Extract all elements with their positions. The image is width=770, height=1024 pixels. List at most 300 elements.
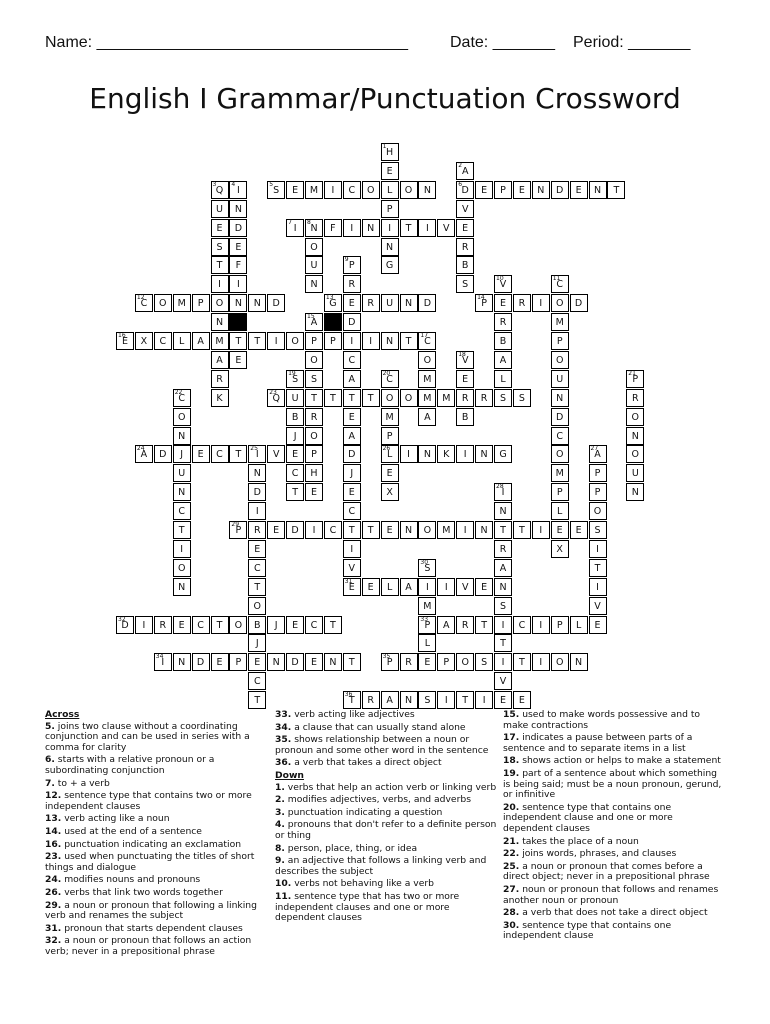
crossword-cell[interactable]: E xyxy=(192,445,210,463)
crossword-cell[interactable]: A xyxy=(418,408,436,426)
crossword-cell[interactable]: S 30 xyxy=(418,559,436,577)
crossword-cell[interactable]: L xyxy=(551,502,569,520)
crossword-cell[interactable]: O xyxy=(456,653,474,671)
crossword-cell[interactable]: Q 23 xyxy=(267,389,285,407)
crossword-cell[interactable]: F xyxy=(229,256,247,274)
crossword-cell[interactable]: E xyxy=(456,370,474,388)
crossword-cell[interactable]: I xyxy=(589,578,607,596)
crossword-cell[interactable]: G xyxy=(381,256,399,274)
crossword-cell[interactable]: O xyxy=(551,653,569,671)
crossword-cell[interactable]: S xyxy=(418,691,436,709)
crossword-cell[interactable]: D xyxy=(551,181,569,199)
crossword-cell[interactable]: T xyxy=(494,634,512,652)
crossword-cell[interactable]: M xyxy=(551,464,569,482)
crossword-cell[interactable]: C xyxy=(173,502,191,520)
crossword-cell[interactable]: E xyxy=(475,181,493,199)
crossword-cell[interactable]: I xyxy=(437,691,455,709)
crossword-cell[interactable]: E xyxy=(211,653,229,671)
crossword-cell[interactable]: C xyxy=(192,616,210,634)
crossword-cell[interactable]: T xyxy=(362,389,380,407)
crossword-cell[interactable]: T xyxy=(400,219,418,237)
crossword-cell[interactable]: N xyxy=(211,313,229,331)
crossword-cell[interactable]: O xyxy=(551,351,569,369)
crossword-cell[interactable]: C xyxy=(305,616,323,634)
crossword-cell[interactable]: A xyxy=(343,370,361,388)
crossword-cell[interactable]: C 20 xyxy=(381,370,399,388)
crossword-cell[interactable]: N xyxy=(324,653,342,671)
crossword-cell[interactable]: I xyxy=(343,219,361,237)
crossword-cell[interactable]: D xyxy=(267,294,285,312)
crossword-cell[interactable]: B xyxy=(494,332,512,350)
crossword-cell[interactable]: Q 3 xyxy=(211,181,229,199)
crossword-cell[interactable]: N xyxy=(173,483,191,501)
crossword-cell[interactable]: E xyxy=(494,691,512,709)
crossword-cell[interactable]: T 36 xyxy=(343,691,361,709)
crossword-cell[interactable]: U xyxy=(626,464,644,482)
crossword-cell[interactable]: O xyxy=(418,351,436,369)
crossword-cell[interactable]: U xyxy=(173,464,191,482)
crossword-cell[interactable]: T xyxy=(324,616,342,634)
crossword-cell[interactable]: I xyxy=(400,445,418,463)
crossword-cell[interactable]: O xyxy=(305,427,323,445)
crossword-cell[interactable]: U xyxy=(381,294,399,312)
crossword-cell[interactable]: R xyxy=(248,521,266,539)
crossword-cell[interactable]: T xyxy=(248,332,266,350)
crossword-cell[interactable]: T xyxy=(343,521,361,539)
crossword-cell[interactable]: E xyxy=(267,521,285,539)
crossword-cell[interactable]: N xyxy=(418,445,436,463)
crossword-cell[interactable]: C xyxy=(343,181,361,199)
crossword-cell[interactable]: S 5 xyxy=(267,181,285,199)
crossword-cell[interactable]: C xyxy=(513,616,531,634)
crossword-cell[interactable]: U xyxy=(286,389,304,407)
crossword-cell[interactable]: T xyxy=(248,578,266,596)
crossword-cell[interactable]: E xyxy=(343,294,361,312)
crossword-cell[interactable]: T xyxy=(513,653,531,671)
crossword-cell[interactable]: C 22 xyxy=(173,389,191,407)
crossword-cell[interactable]: E xyxy=(494,294,512,312)
crossword-cell[interactable]: V 10 xyxy=(494,275,512,293)
crossword-cell[interactable]: P xyxy=(589,464,607,482)
crossword-cell[interactable]: P xyxy=(551,616,569,634)
crossword-cell[interactable]: S xyxy=(589,521,607,539)
crossword-cell[interactable]: I xyxy=(494,616,512,634)
crossword-cell[interactable]: J xyxy=(286,427,304,445)
crossword-cell[interactable]: M xyxy=(211,332,229,350)
crossword-cell[interactable]: M xyxy=(418,370,436,388)
crossword-cell[interactable]: N xyxy=(589,181,607,199)
crossword-cell[interactable]: I xyxy=(418,219,436,237)
crossword-cell[interactable]: U xyxy=(551,370,569,388)
crossword-cell[interactable]: S xyxy=(456,275,474,293)
crossword-cell[interactable]: U xyxy=(305,256,323,274)
crossword-cell[interactable]: B xyxy=(456,408,474,426)
crossword-cell[interactable]: P 14 xyxy=(475,294,493,312)
crossword-cell[interactable]: T xyxy=(400,332,418,350)
crossword-cell[interactable]: E xyxy=(513,181,531,199)
crossword-cell[interactable]: I xyxy=(135,616,153,634)
crossword-cell[interactable]: E xyxy=(286,445,304,463)
crossword-cell[interactable]: I 25 xyxy=(248,445,266,463)
crossword-cell[interactable]: I xyxy=(324,181,342,199)
crossword-cell[interactable]: N xyxy=(305,275,323,293)
crossword-cell[interactable]: R xyxy=(154,616,172,634)
crossword-cell[interactable]: L xyxy=(418,634,436,652)
crossword-cell[interactable]: R xyxy=(494,540,512,558)
crossword-cell[interactable]: M xyxy=(381,408,399,426)
crossword-cell[interactable]: A xyxy=(343,427,361,445)
crossword-cell[interactable]: P 29 xyxy=(229,521,247,539)
crossword-cell[interactable]: T xyxy=(211,616,229,634)
crossword-cell[interactable]: T xyxy=(248,691,266,709)
crossword-cell[interactable]: I xyxy=(532,616,550,634)
crossword-cell[interactable]: I xyxy=(532,294,550,312)
crossword-cell[interactable]: I xyxy=(173,540,191,558)
crossword-cell[interactable]: B xyxy=(456,256,474,274)
crossword-cell[interactable]: P xyxy=(589,483,607,501)
crossword-cell[interactable]: N xyxy=(381,332,399,350)
crossword-cell[interactable]: N xyxy=(551,389,569,407)
crossword-cell[interactable]: C xyxy=(286,464,304,482)
crossword-cell[interactable]: B xyxy=(248,616,266,634)
crossword-cell[interactable]: K xyxy=(437,445,455,463)
crossword-cell[interactable]: O xyxy=(173,408,191,426)
crossword-cell[interactable]: P xyxy=(381,200,399,218)
crossword-cell[interactable]: L xyxy=(173,332,191,350)
crossword-cell[interactable]: T xyxy=(475,616,493,634)
crossword-cell[interactable]: I 28 xyxy=(494,483,512,501)
crossword-cell[interactable]: M xyxy=(437,389,455,407)
crossword-cell[interactable]: E xyxy=(286,616,304,634)
crossword-cell[interactable]: I xyxy=(305,521,323,539)
crossword-cell[interactable]: J xyxy=(173,445,191,463)
crossword-cell[interactable]: O xyxy=(305,238,323,256)
crossword-cell[interactable]: I xyxy=(437,578,455,596)
crossword-cell[interactable]: R xyxy=(513,294,531,312)
crossword-cell[interactable]: R xyxy=(362,294,380,312)
crossword-cell[interactable]: C xyxy=(248,559,266,577)
crossword-cell[interactable]: N xyxy=(494,578,512,596)
crossword-cell[interactable]: R xyxy=(626,389,644,407)
crossword-cell[interactable]: A xyxy=(437,616,455,634)
crossword-cell[interactable]: I xyxy=(362,332,380,350)
crossword-cell[interactable]: I 34 xyxy=(154,653,172,671)
crossword-cell[interactable]: N 8 xyxy=(305,219,323,237)
crossword-cell[interactable]: S xyxy=(494,597,512,615)
crossword-cell[interactable]: O xyxy=(154,294,172,312)
crossword-cell[interactable]: A 2 xyxy=(456,162,474,180)
crossword-cell[interactable]: O xyxy=(400,181,418,199)
crossword-cell[interactable]: O xyxy=(589,502,607,520)
crossword-cell[interactable]: I xyxy=(418,578,436,596)
crossword-cell[interactable]: L xyxy=(494,370,512,388)
crossword-cell[interactable]: K xyxy=(211,389,229,407)
crossword-cell[interactable]: P xyxy=(494,181,512,199)
crossword-cell[interactable]: N xyxy=(173,653,191,671)
crossword-cell[interactable]: D xyxy=(192,653,210,671)
crossword-cell[interactable]: T xyxy=(286,483,304,501)
crossword-cell[interactable]: P xyxy=(551,332,569,350)
crossword-cell[interactable]: N xyxy=(494,502,512,520)
crossword-cell[interactable]: T xyxy=(305,389,323,407)
crossword-cell[interactable]: A xyxy=(494,351,512,369)
crossword-cell[interactable]: O xyxy=(286,332,304,350)
crossword-cell[interactable]: L xyxy=(381,578,399,596)
crossword-cell[interactable]: E xyxy=(229,351,247,369)
crossword-cell[interactable]: N xyxy=(418,181,436,199)
crossword-cell[interactable]: O xyxy=(211,294,229,312)
crossword-cell[interactable]: O xyxy=(381,389,399,407)
crossword-cell[interactable]: I xyxy=(494,653,512,671)
crossword-cell[interactable]: P xyxy=(229,653,247,671)
crossword-cell[interactable]: R xyxy=(211,370,229,388)
crossword-cell[interactable]: C xyxy=(324,521,342,539)
crossword-cell[interactable]: C xyxy=(343,351,361,369)
crossword-cell[interactable]: C 12 xyxy=(135,294,153,312)
crossword-cell[interactable]: C xyxy=(154,332,172,350)
crossword-cell[interactable]: E xyxy=(211,219,229,237)
crossword-cell[interactable]: A xyxy=(211,351,229,369)
crossword-cell[interactable]: O xyxy=(400,389,418,407)
crossword-cell[interactable]: P xyxy=(324,332,342,350)
crossword-cell[interactable]: A xyxy=(400,578,418,596)
crossword-cell[interactable]: R xyxy=(456,238,474,256)
crossword-cell[interactable]: T xyxy=(362,521,380,539)
crossword-cell[interactable]: M xyxy=(437,521,455,539)
crossword-cell[interactable]: E xyxy=(570,521,588,539)
crossword-cell[interactable]: O xyxy=(551,294,569,312)
crossword-cell[interactable]: I xyxy=(381,219,399,237)
crossword-cell[interactable]: E xyxy=(343,483,361,501)
crossword-cell[interactable]: X xyxy=(551,540,569,558)
crossword-cell[interactable]: T xyxy=(343,653,361,671)
crossword-cell[interactable]: E xyxy=(305,483,323,501)
crossword-cell[interactable]: D xyxy=(343,445,361,463)
crossword-cell[interactable]: P 9 xyxy=(343,256,361,274)
crossword-cell[interactable]: E xyxy=(248,540,266,558)
crossword-cell[interactable]: E xyxy=(570,181,588,199)
crossword-cell[interactable]: V xyxy=(589,597,607,615)
crossword-cell[interactable]: N xyxy=(400,691,418,709)
crossword-cell[interactable]: R xyxy=(456,616,474,634)
crossword-cell[interactable]: E xyxy=(381,162,399,180)
crossword-cell[interactable]: O xyxy=(418,521,436,539)
crossword-cell[interactable]: E 16 xyxy=(116,332,134,350)
crossword-cell[interactable]: C xyxy=(551,427,569,445)
crossword-cell[interactable]: V xyxy=(494,672,512,690)
crossword-cell[interactable]: M xyxy=(418,389,436,407)
crossword-cell[interactable]: J xyxy=(343,464,361,482)
crossword-cell[interactable]: S xyxy=(211,238,229,256)
crossword-cell[interactable]: E xyxy=(229,238,247,256)
crossword-cell[interactable]: R xyxy=(362,691,380,709)
crossword-cell[interactable]: N xyxy=(173,578,191,596)
crossword-cell[interactable]: N xyxy=(362,219,380,237)
crossword-cell[interactable]: P xyxy=(305,445,323,463)
crossword-cell[interactable]: P xyxy=(305,332,323,350)
crossword-cell[interactable]: S 19 xyxy=(286,370,304,388)
crossword-cell[interactable]: E xyxy=(305,653,323,671)
crossword-cell[interactable]: N xyxy=(475,445,493,463)
crossword-cell[interactable]: N xyxy=(626,427,644,445)
crossword-cell[interactable]: E 31 xyxy=(343,578,361,596)
crossword-cell[interactable]: V xyxy=(267,445,285,463)
crossword-cell[interactable]: V xyxy=(456,200,474,218)
crossword-cell[interactable]: T xyxy=(229,445,247,463)
crossword-cell[interactable]: E xyxy=(286,181,304,199)
crossword-cell[interactable]: R xyxy=(494,313,512,331)
crossword-cell[interactable]: T xyxy=(607,181,625,199)
crossword-cell[interactable]: N xyxy=(400,521,418,539)
crossword-cell[interactable]: S xyxy=(494,389,512,407)
crossword-cell[interactable]: R xyxy=(400,653,418,671)
crossword-cell[interactable]: A 27 xyxy=(589,445,607,463)
crossword-cell[interactable]: C 11 xyxy=(551,275,569,293)
crossword-cell[interactable]: I xyxy=(456,521,474,539)
crossword-cell[interactable]: O xyxy=(248,597,266,615)
crossword-cell[interactable]: G 13 xyxy=(324,294,342,312)
crossword-cell[interactable]: I xyxy=(532,653,550,671)
crossword-cell[interactable]: A 15 xyxy=(305,313,323,331)
crossword-cell[interactable]: E xyxy=(456,219,474,237)
crossword-cell[interactable]: M xyxy=(551,313,569,331)
crossword-cell[interactable]: E xyxy=(343,408,361,426)
crossword-cell[interactable]: I xyxy=(248,502,266,520)
crossword-cell[interactable]: N xyxy=(267,653,285,671)
crossword-cell[interactable]: T xyxy=(229,332,247,350)
crossword-cell[interactable]: P 21 xyxy=(626,370,644,388)
crossword-cell[interactable]: N xyxy=(229,294,247,312)
crossword-cell[interactable]: R xyxy=(305,408,323,426)
crossword-cell[interactable]: D 6 xyxy=(456,181,474,199)
crossword-cell[interactable]: N xyxy=(229,200,247,218)
crossword-cell[interactable]: I xyxy=(267,332,285,350)
crossword-cell[interactable]: N xyxy=(173,427,191,445)
crossword-cell[interactable]: D 32 xyxy=(116,616,134,634)
crossword-cell[interactable]: L 26 xyxy=(381,445,399,463)
crossword-cell[interactable]: D xyxy=(551,408,569,426)
crossword-cell[interactable]: T xyxy=(589,559,607,577)
crossword-cell[interactable]: N xyxy=(381,238,399,256)
crossword-cell[interactable]: E xyxy=(362,578,380,596)
crossword-cell[interactable]: D xyxy=(286,521,304,539)
crossword-cell[interactable]: I xyxy=(229,275,247,293)
crossword-cell[interactable]: N xyxy=(626,483,644,501)
crossword-cell[interactable]: R xyxy=(456,389,474,407)
crossword-cell[interactable]: M xyxy=(173,294,191,312)
crossword-cell[interactable]: S xyxy=(305,370,323,388)
crossword-cell[interactable]: D xyxy=(229,219,247,237)
crossword-cell[interactable]: O xyxy=(362,181,380,199)
crossword-cell[interactable]: S xyxy=(513,389,531,407)
crossword-cell[interactable]: E xyxy=(475,578,493,596)
crossword-cell[interactable]: U xyxy=(211,200,229,218)
crossword-cell[interactable]: T xyxy=(211,256,229,274)
crossword-cell[interactable]: E xyxy=(551,521,569,539)
crossword-cell[interactable]: N xyxy=(400,294,418,312)
crossword-cell[interactable]: O xyxy=(173,559,191,577)
crossword-cell[interactable]: O xyxy=(626,408,644,426)
crossword-cell[interactable]: E xyxy=(248,653,266,671)
crossword-cell[interactable]: D xyxy=(570,294,588,312)
crossword-cell[interactable]: T xyxy=(343,389,361,407)
crossword-cell[interactable]: N xyxy=(532,181,550,199)
crossword-cell[interactable]: X xyxy=(135,332,153,350)
crossword-cell[interactable]: A xyxy=(192,332,210,350)
crossword-cell[interactable]: T xyxy=(513,521,531,539)
crossword-cell[interactable]: P xyxy=(381,427,399,445)
crossword-cell[interactable]: M xyxy=(418,597,436,615)
crossword-cell[interactable]: T xyxy=(494,521,512,539)
crossword-cell[interactable]: D xyxy=(248,483,266,501)
crossword-cell[interactable]: N xyxy=(248,294,266,312)
crossword-cell[interactable]: I xyxy=(211,275,229,293)
crossword-cell[interactable]: N xyxy=(248,464,266,482)
crossword-cell[interactable]: D xyxy=(154,445,172,463)
crossword-cell[interactable]: M xyxy=(305,181,323,199)
crossword-cell[interactable]: R xyxy=(475,389,493,407)
crossword-cell[interactable]: A xyxy=(381,691,399,709)
crossword-cell[interactable]: O xyxy=(626,445,644,463)
crossword-cell[interactable]: N xyxy=(570,653,588,671)
crossword-cell[interactable]: N xyxy=(475,521,493,539)
crossword-cell[interactable]: I 4 xyxy=(229,181,247,199)
crossword-cell[interactable]: O xyxy=(551,445,569,463)
crossword-cell[interactable]: I xyxy=(589,540,607,558)
crossword-cell[interactable]: T xyxy=(456,691,474,709)
crossword-cell[interactable]: T xyxy=(173,521,191,539)
crossword-cell[interactable]: O xyxy=(305,351,323,369)
crossword-cell[interactable]: L xyxy=(570,616,588,634)
crossword-cell[interactable]: B xyxy=(286,408,304,426)
crossword-cell[interactable]: V 18 xyxy=(456,351,474,369)
crossword-cell[interactable]: E xyxy=(381,521,399,539)
crossword-cell[interactable]: R xyxy=(343,275,361,293)
crossword-cell[interactable]: P 33 xyxy=(418,616,436,634)
crossword-cell[interactable]: E xyxy=(513,691,531,709)
crossword-cell[interactable]: P xyxy=(192,294,210,312)
crossword-cell[interactable]: V xyxy=(343,559,361,577)
crossword-cell[interactable]: G xyxy=(494,445,512,463)
crossword-cell[interactable]: C xyxy=(211,445,229,463)
crossword-cell[interactable]: A 24 xyxy=(135,445,153,463)
crossword-cell[interactable]: A xyxy=(494,559,512,577)
crossword-cell[interactable]: J xyxy=(267,616,285,634)
crossword-cell[interactable]: L xyxy=(381,181,399,199)
crossword-cell[interactable]: P xyxy=(551,483,569,501)
crossword-cell[interactable]: D xyxy=(418,294,436,312)
crossword-cell[interactable]: E xyxy=(589,616,607,634)
crossword-cell[interactable]: D xyxy=(343,313,361,331)
crossword-cell[interactable]: H xyxy=(305,464,323,482)
crossword-cell[interactable]: X xyxy=(381,483,399,501)
crossword-cell[interactable]: E xyxy=(173,616,191,634)
crossword-cell[interactable]: C xyxy=(248,672,266,690)
crossword-cell[interactable]: O xyxy=(229,616,247,634)
crossword-cell[interactable]: I 7 xyxy=(286,219,304,237)
crossword-cell[interactable]: I xyxy=(532,521,550,539)
crossword-cell[interactable]: P xyxy=(437,653,455,671)
crossword-cell[interactable]: C xyxy=(343,502,361,520)
crossword-cell[interactable]: P 35 xyxy=(381,653,399,671)
crossword-cell[interactable]: T xyxy=(324,389,342,407)
crossword-cell[interactable]: V xyxy=(437,219,455,237)
crossword-cell[interactable]: I xyxy=(475,691,493,709)
crossword-cell[interactable]: F xyxy=(324,219,342,237)
crossword-cell[interactable]: H 1 xyxy=(381,143,399,161)
crossword-cell[interactable]: I xyxy=(343,332,361,350)
crossword-cell[interactable]: C 17 xyxy=(418,332,436,350)
